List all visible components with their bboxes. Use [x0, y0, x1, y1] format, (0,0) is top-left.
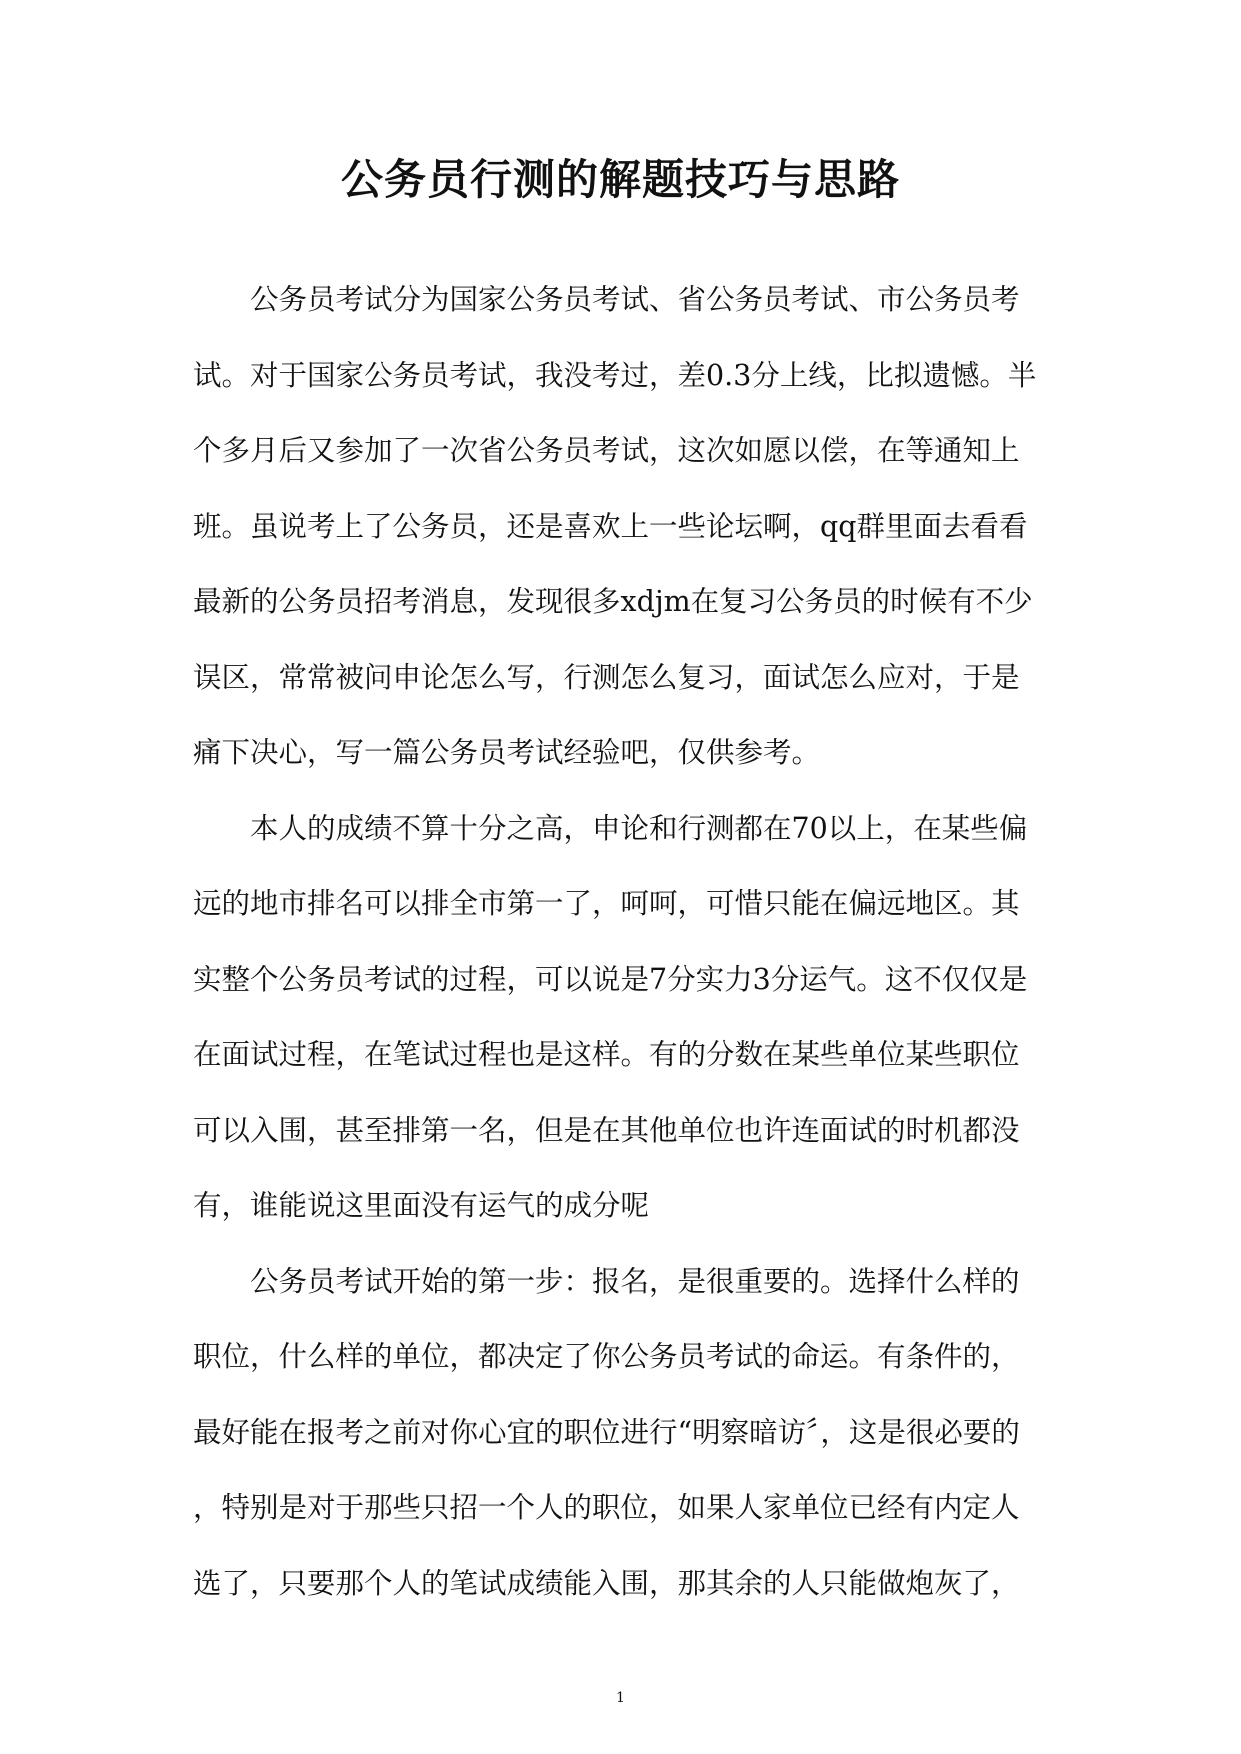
text-line: 选了，只要那个人的笔试成绩能入围，那其余的人只能做炮灰了，	[193, 1566, 1020, 1600]
text-line: 最好能在报考之前对你心宜的职位进行“明察暗访〞，这是很必要的	[193, 1415, 1020, 1449]
text-line: 可以入围，甚至排第一名，但是在其他单位也许连面试的时机都没	[193, 1113, 1020, 1147]
text-line: 公务员考试分为国家公务员考试、省公务员考试、市公务员考	[250, 283, 1020, 316]
text-line: 本人的成绩不算十分之高，申论和行测都在70以上，在某些偏	[250, 811, 1028, 845]
paragraph-3	[193, 1244, 1053, 1622]
document-title: 公务员行测的解题技巧与思路	[340, 155, 900, 204]
document-body	[193, 262, 1053, 1621]
paragraph-1	[193, 262, 1053, 791]
text-line: 个多月后又参加了一次省公务员考试，这次如愿以偿，在等通知上	[193, 434, 1020, 467]
text-line: 在面试过程，在笔试过程也是这样。有的分数在某些单位某些职位	[193, 1038, 1020, 1071]
text-line: 误区，常常被问申论怎么写，行测怎么复习，面试怎么应对，于是	[193, 660, 1020, 694]
text-line: 试。对于国家公务员考试，我没考过，差0.3分上线，比拟遗憾。半	[193, 358, 1037, 392]
text-line: 最新的公务员招考消息，发现很多xdjm在复习公务员的时候有不少	[193, 585, 1033, 618]
text-line: 班。虽说考上了公务员，还是喜欢上一些论坛啊，qq群里面去看看	[193, 509, 1028, 543]
text-line: 远的地市排名可以排全市第一了，呵呵，可惜只能在偏远地区。其	[193, 887, 1020, 920]
paragraph-2	[193, 791, 1053, 1244]
page-number: 1	[616, 1690, 625, 1706]
text-line: 公务员考试开始的第一步：报名，是很重要的。选择什么样的	[250, 1264, 1020, 1298]
text-line: ，特别是对于那些只招一个人的职位，如果人家单位已经有内定人	[193, 1491, 1020, 1524]
text-line: 有，谁能说这里面没有运气的成分呢	[193, 1189, 650, 1222]
text-line: 痛下决心，写一篇公务员考试经验吧，仅供参考。	[193, 736, 821, 769]
text-line: 职位，什么样的单位，都决定了你公务员考试的命运。有条件的，	[193, 1340, 1020, 1373]
text-line: 实整个公务员考试的过程，可以说是7分实力3分运气。这不仅仅是	[193, 962, 1028, 996]
